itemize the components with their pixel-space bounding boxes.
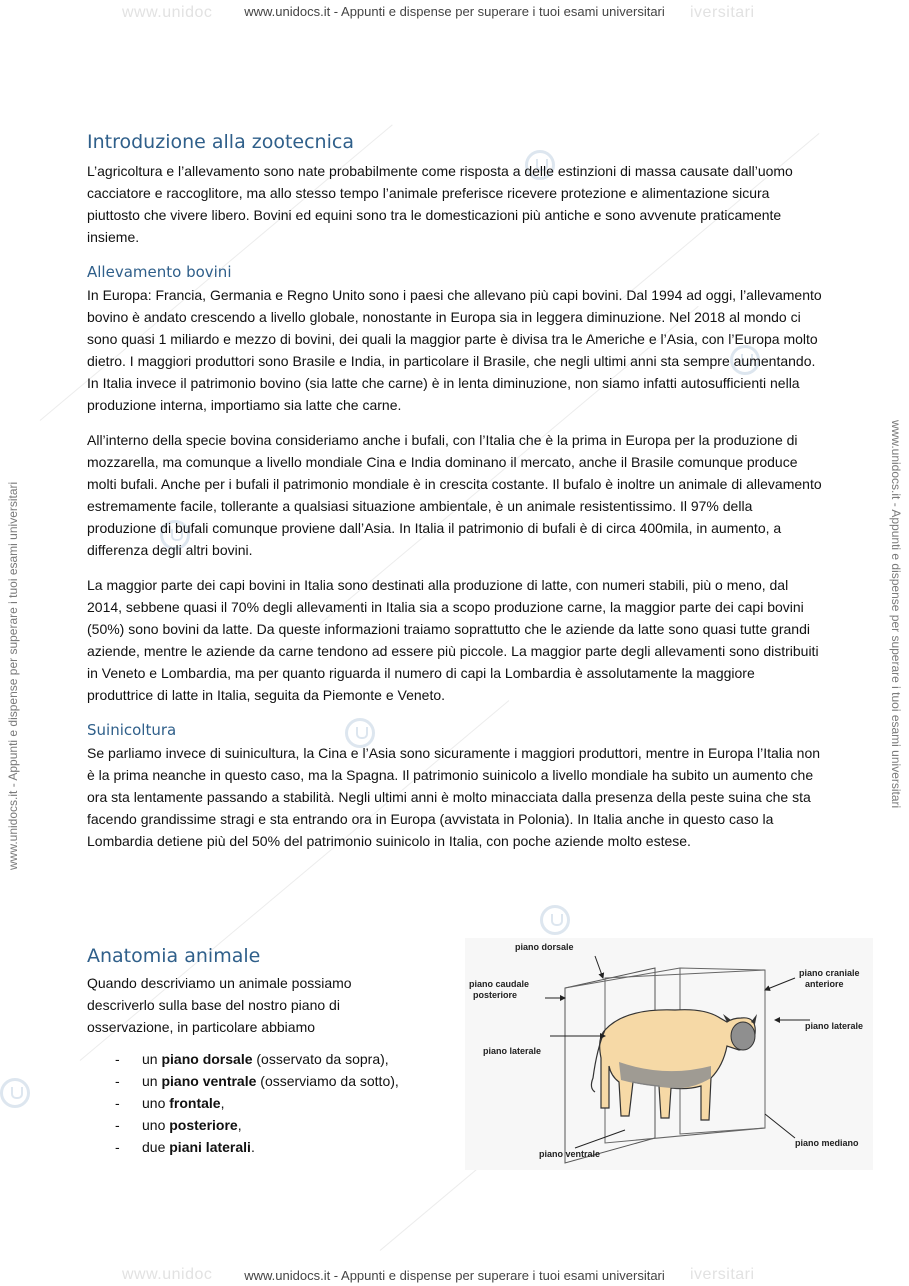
watermark-ghost-left: www.unidoc xyxy=(122,4,213,21)
label-piano-ventrale: piano ventrale xyxy=(539,1149,601,1159)
watermark-ghost-right: iversitari xyxy=(690,4,755,21)
watermark-ghost-left-footer: www.unidoc xyxy=(122,1266,213,1283)
header-watermark: www.unidocs.it - Appunti e dispense per superare i tuoi esami universitari xyxy=(244,4,665,19)
side-watermark-left: www.unidocs.it - Appunti e dispense per superare i tuoi esami universitari xyxy=(6,481,20,870)
list-item: - uno frontale, xyxy=(115,1092,417,1114)
paragraph-anatomia: Quando descriviamo un animale possiamo descriverlo sulla base del nostro piano di osservazione, in particolare abbiamo xyxy=(87,975,352,1035)
heading-introduzione: Introduzione alla zootecnica xyxy=(87,131,354,153)
anatomy-figure xyxy=(465,938,873,1170)
paragraph-bovini-1: In Europa: Francia, Germania e Regno Unito sono i paesi che allevano più capi bovini. Dal 1994 ad oggi, l’allevamento bovino è andato crescendo a livello globale, nonostante in Europa sia in leggera diminuzione. Nel 2018 al mondo ci sono quasi 1 miliardo e mezzo di bovini, dei quali la maggior parte è divisa tra le Americhe e l’Asia, con l’Europa molto dietro. I maggiori produttori sono Brasile e India, in particolare il Brasile, che negli ultimi anni sta sempre aumentando. In Italia invece il patrimonio bovino (sia latte che carne) è in lenta diminuzione, non siamo infatti autosufficienti nella produzione interna, importiamo sia latte che carne. xyxy=(87,287,822,413)
heading-suinicoltura: Suinicoltura xyxy=(87,721,177,739)
label-piano-dorsale: piano dorsale xyxy=(515,942,574,952)
footer-watermark: www.unidocs.it - Appunti e dispense per superare i tuoi esami universitari xyxy=(244,1268,665,1283)
anatomy-section xyxy=(87,944,417,1158)
watermark-logo-icon xyxy=(540,905,570,935)
paragraph-bovini-2: All’interno della specie bovina consideriamo anche i bufali, con l’Italia che è la prima in Europa per la produzione di mozzarella, ma comunque a livello mondiale Cina e India dominano il mercato, anche il Brasile comunque produce molti bufali. Anche per i bufali il patrimonio mondiale è in crescita costante. Il bufalo è inoltre un animale di allevamento estremamente facile, tollerante a qualsiasi situazione ambientale, è un animale resistentissimo. Il 97% della produzione di bufali comunque proviene dall’Asia. In Italia il patrimonio di bufali è di circa 400mila, in aumento, a differenza degli altri bovini. xyxy=(87,432,822,558)
label-posteriore: posteriore xyxy=(473,990,518,1000)
label-piano-laterale-left: piano laterale xyxy=(483,1046,542,1056)
paragraph-bovini-3: La maggior parte dei capi bovini in Italia sono destinati alla produzione di latte, con numeri stabili, più o meno, dal 2014, sebbene quasi il 70% degli allevamenti in Italia sia a scopo produzione carne, la maggior parte dei capi bovini (50%) sono bovini da latte. Da queste informazioni traiamo soprattutto che le aziende da latte sono quasi tutte grandi aziende, mentre le aziende da carne tendono ad essere più piccole. La maggior parte degli allevamenti sono distribuiti in Veneto e Lombardia, ma per quanto riguarda il numero di capi la Lombardia è assolutamente la maggiore produttrice di latte in Italia, seguita da Piemonte e Veneto. xyxy=(87,577,819,703)
paragraph-suini: Se parliamo invece di suinicultura, la Cina e l’Asia sono sicuramente i maggiori produttori, mentre in Europa l’Italia non è la prima neanche in questo caso, ma la Spagna. Il patrimonio suinicolo a livello mondiale ha subito un aumento che ora sta lentamente passando a stabilità. Negli ultimi anni è molto minacciata dalla presenza della peste suina che sta facendo grandissime stragi e sta entrando ora in Europa (avvistata in Polonia). In Italia anche in questo caso la Lombardia detiene più del 50% del patrimonio suinicolo in Italia, con poche aziende molto estese. xyxy=(87,745,821,849)
label-piano-mediano: piano mediano xyxy=(795,1138,859,1148)
heading-anatomia: Anatomia animale xyxy=(87,945,261,967)
side-watermark-right: www.unidocs.it - Appunti e dispense per superare i tuoi esami universitari xyxy=(889,420,903,809)
document-body xyxy=(87,130,822,865)
list-item: - uno posteriore, xyxy=(115,1114,417,1136)
paragraph-intro: L’agricoltura e l’allevamento sono nate probabilmente come risposta a delle estinzioni di massa causate dall’uomo cacciatore e raccoglitore, ma allo stesso tempo l’animale preferisce ricevere protezione e alimentazione sicura piuttosto che vivere libero. Bovini ed equini sono tra le domesticazioni più antiche e sono avvenute praticamente insieme. xyxy=(87,163,793,245)
label-anteriore: anteriore xyxy=(805,979,844,989)
watermark-ghost-right-footer: iversitari xyxy=(690,1266,755,1283)
cow-head xyxy=(731,1022,755,1050)
watermark-logo-icon xyxy=(0,1078,30,1108)
label-piano-laterale-right: piano laterale xyxy=(805,1021,864,1031)
list-item: - due piani laterali. xyxy=(115,1136,417,1158)
list-item: - un piano dorsale (osservato da sopra), xyxy=(115,1048,417,1070)
label-piano-caudale: piano caudale xyxy=(469,979,530,989)
label-piano-craniale: piano craniale xyxy=(799,968,860,978)
anatomy-diagram xyxy=(465,938,873,1170)
list-item: - un piano ventrale (osserviamo da sotto), xyxy=(115,1070,417,1092)
heading-bovini: Allevamento bovini xyxy=(87,263,232,281)
planes-list xyxy=(87,1048,417,1158)
